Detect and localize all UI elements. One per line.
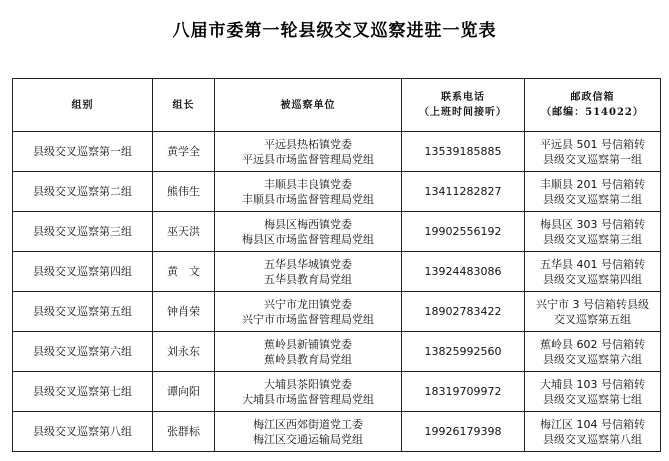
cell-mailbox [525, 372, 661, 412]
unit-line: 平远县热柘镇党委 [264, 137, 352, 151]
unit-line: 五华县教育局党组 [264, 272, 352, 286]
cell-group: 县级交叉巡察第一组 [13, 132, 153, 172]
mailbox-line: 县级交叉巡察第七组 [543, 392, 642, 406]
unit-line: 梅江区西郊街道党工委 [253, 417, 363, 431]
mailbox-line: 县级交叉巡察第六组 [543, 352, 642, 366]
cell-units [215, 372, 402, 412]
unit-line: 兴宁市市场监督管理局党组 [242, 312, 374, 326]
cell-group: 县级交叉巡察第八组 [13, 412, 153, 452]
mailbox-line: 县级交叉巡察第三组 [543, 232, 642, 246]
cell-group: 县级交叉巡察第七组 [13, 372, 153, 412]
cell-units [215, 412, 402, 452]
cell-group: 县级交叉巡察第四组 [13, 252, 153, 292]
cell-mailbox [525, 212, 661, 252]
mailbox-line: 平远县 501 号信箱转 [540, 137, 645, 151]
mailbox-line: 梅江区 104 号信箱转 [540, 417, 645, 431]
inspection-table [12, 78, 661, 452]
unit-line: 梅县区市场监督管理局党组 [242, 232, 374, 246]
cell-phone: 13539185885 [402, 132, 525, 172]
cell-phone: 13411282827 [402, 172, 525, 212]
unit-line: 丰顺县丰良镇党委 [264, 177, 352, 191]
table-row [13, 172, 661, 212]
table-row [13, 332, 661, 372]
cell-phone: 18319709972 [402, 372, 525, 412]
mailbox-line: 五华县 401 号信箱转 [540, 257, 645, 271]
cell-leader: 钟肖荣 [153, 292, 215, 332]
unit-line: 大埔县茶阳镇党委 [264, 377, 352, 391]
cell-mailbox [525, 412, 661, 452]
table-row [13, 212, 661, 252]
cell-group: 县级交叉巡察第三组 [13, 212, 153, 252]
unit-line: 梅县区梅西镇党委 [264, 217, 352, 231]
cell-phone: 13825992560 [402, 332, 525, 372]
cell-phone: 13924483086 [402, 252, 525, 292]
cell-phone: 19926179398 [402, 412, 525, 452]
table-row [13, 412, 661, 452]
cell-leader: 熊伟生 [153, 172, 215, 212]
page-title: 八届市委第一轮县级交叉巡察进驻一览表 [172, 21, 497, 41]
cell-group: 县级交叉巡察第六组 [13, 332, 153, 372]
mailbox-line: 兴宁市 3 号信箱转县级 [536, 297, 649, 311]
cell-mailbox [525, 252, 661, 292]
mailbox-line: 梅县区 303 号信箱转 [540, 217, 645, 231]
table-header-row [13, 79, 661, 132]
cell-mailbox [525, 132, 661, 172]
cell-leader: 巫天洪 [153, 212, 215, 252]
table-row [13, 132, 661, 172]
cell-units [215, 252, 402, 292]
column-header-group: 组别 [13, 79, 153, 132]
table-row [13, 252, 661, 292]
cell-units [215, 172, 402, 212]
cell-units [215, 132, 402, 172]
cell-leader: 黄 文 [153, 252, 215, 292]
cell-mailbox [525, 332, 661, 372]
unit-line: 蕉岭县新铺镇党委 [264, 337, 352, 351]
unit-line: 平远县市场监督管理局党组 [242, 152, 374, 166]
column-header-phone [402, 79, 525, 132]
unit-line: 蕉岭县教育局党组 [264, 352, 352, 366]
mailbox-line: 县级交叉巡察第八组 [543, 432, 642, 446]
unit-line: 大埔县市场监督管理局党组 [242, 392, 374, 406]
column-header-mailbox [525, 79, 661, 132]
column-header-leader: 组长 [153, 79, 215, 132]
cell-leader: 黄学全 [153, 132, 215, 172]
mailbox-line: 蕉岭县 602 号信箱转 [540, 337, 645, 351]
mailbox-header-line1: 邮政信箱 [570, 92, 615, 103]
table-row [13, 292, 661, 332]
unit-line: 兴宁市龙田镇党委 [264, 297, 352, 311]
cell-phone: 18902783422 [402, 292, 525, 332]
cell-leader: 谭向阳 [153, 372, 215, 412]
mailbox-line: 县级交叉巡察第一组 [543, 152, 642, 166]
unit-line: 五华县华城镇党委 [264, 257, 352, 271]
mailbox-line: 交叉巡察第五组 [554, 312, 631, 326]
phone-header-line1: 联系电话 [441, 92, 485, 103]
cell-units [215, 332, 402, 372]
mailbox-line: 县级交叉巡察第二组 [543, 192, 642, 206]
unit-line: 梅江区交通运输局党组 [253, 432, 363, 446]
mailbox-line: 大埔县 103 号信箱转 [540, 377, 645, 391]
cell-leader: 刘永东 [153, 332, 215, 372]
mailbox-line: 县级交叉巡察第四组 [543, 272, 642, 286]
cell-phone: 19902556192 [402, 212, 525, 252]
cell-leader: 张群标 [153, 412, 215, 452]
unit-line: 丰顺县市场监督管理局党组 [242, 192, 374, 206]
cell-group: 县级交叉巡察第五组 [13, 292, 153, 332]
phone-header-line2: （上班时间接听） [419, 107, 507, 118]
cell-group: 县级交叉巡察第二组 [13, 172, 153, 212]
table-row [13, 372, 661, 412]
column-header-units: 被巡察单位 [215, 79, 402, 132]
cell-mailbox [525, 292, 661, 332]
cell-units [215, 292, 402, 332]
mailbox-line: 丰顺县 201 号信箱转 [540, 177, 645, 191]
cell-units [215, 212, 402, 252]
cell-mailbox [525, 172, 661, 212]
mailbox-header-line2: （邮编：514022） [541, 107, 644, 118]
